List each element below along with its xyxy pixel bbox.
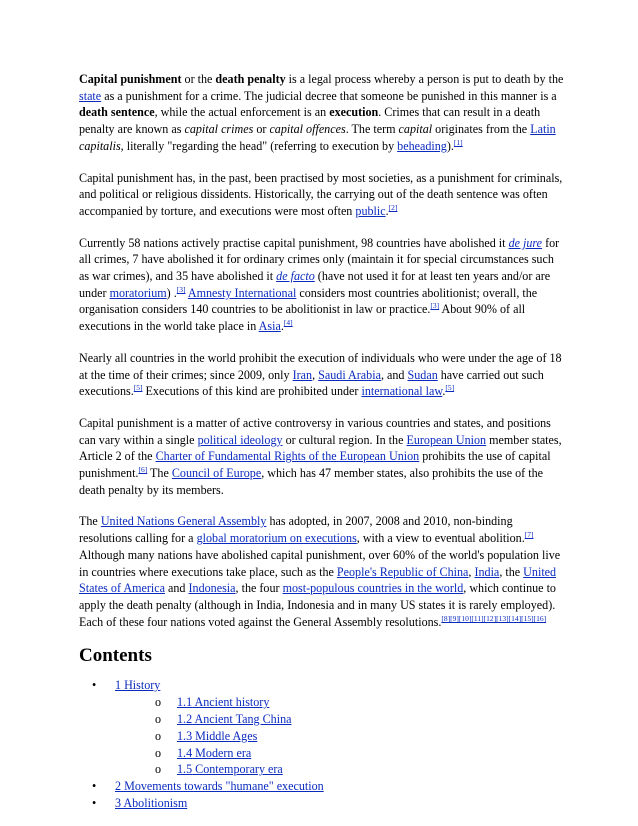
text: . (442, 384, 446, 399)
term-death-sentence: death sentence (79, 105, 155, 120)
toc-label: Contemporary era (192, 762, 283, 777)
circle-bullet-icon: o (155, 728, 162, 743)
link-council-of-europe[interactable]: Council of Europe (171, 466, 262, 481)
toc-link-middle-ages[interactable] (177, 729, 257, 743)
link-public[interactable]: public (355, 203, 386, 218)
link-de-facto[interactable] (276, 269, 315, 283)
link-european-union[interactable]: European Union (406, 432, 487, 447)
citation-link[interactable]: [1] (453, 137, 463, 147)
link-iran[interactable]: Iran (292, 367, 313, 382)
toc-number: 1.5 (177, 762, 193, 777)
toc-number: 1.3 (177, 728, 193, 743)
toc-subitem (115, 728, 564, 745)
link-beheading[interactable]: beheading (397, 138, 447, 153)
circle-bullet-icon: o (155, 762, 162, 777)
link-amnesty-international[interactable]: Amnesty International (187, 285, 297, 300)
citation-link[interactable]: [3] (430, 301, 440, 311)
contents-heading: Contents (79, 645, 152, 667)
citation-link[interactable]: [3] (176, 284, 186, 294)
bullet-icon: • (92, 795, 97, 810)
text: or cultural region. In the (282, 432, 407, 447)
link-text: de jure (508, 235, 543, 250)
text: , literally "regarding the head" (referring to execution by (120, 138, 398, 153)
citation-link[interactable]: [8][9][10][11][12][13][14][15][16] (441, 613, 547, 623)
term-capitalis: capitalis (79, 138, 121, 153)
paragraph-intro (79, 71, 564, 155)
text: (have not used it for at least ten years and/or are under (79, 269, 551, 300)
text: About 90% of all executions in the world take place in (79, 302, 526, 334)
toc-link-modern-era[interactable] (177, 746, 251, 760)
text: , (468, 564, 475, 579)
text: Nearly all countries in the world prohibit the execution of individuals who were under the age of 18 at the time of their crimes; since 2009, only (79, 350, 562, 382)
toc-link-contemporary-era[interactable] (177, 762, 283, 776)
text: , while the actual enforcement is an (154, 105, 330, 120)
link-un-general-assembly[interactable]: United Nations General Assembly (100, 514, 267, 529)
link-most-populous-countries[interactable]: most-populous countries in the world (282, 581, 464, 596)
term-capital-offences: capital offences (269, 122, 346, 137)
paragraph-history (79, 170, 564, 220)
circle-bullet-icon: o (155, 745, 162, 760)
text: , (312, 367, 319, 382)
link-china[interactable]: People's Republic of China (336, 564, 469, 579)
link-latin[interactable]: Latin (530, 122, 556, 137)
paragraph-un (79, 513, 564, 630)
bullet-icon: • (92, 678, 97, 693)
toc-number: 1 (115, 678, 122, 693)
link-text: de facto (276, 269, 315, 284)
toc-link-humane-execution[interactable] (115, 779, 324, 793)
text: ). (446, 138, 454, 153)
text: or the (181, 72, 216, 86)
toc-label: Movements towards "humane" execution (121, 779, 324, 794)
paragraph-minors (79, 350, 564, 400)
link-asia[interactable]: Asia (258, 319, 281, 334)
text: . Crimes that can result in a death penalty are known as (79, 105, 541, 137)
term-capital: capital (398, 122, 433, 137)
link-de-jure[interactable] (509, 236, 542, 250)
text: , which continue to apply the death penalty (although in India, Indonesia and in many US states it is rarely employed). Each of these four nations voted against the General Assembly resolutions. (79, 581, 556, 629)
toc-label: History (121, 678, 161, 693)
toc-label: Abolitionism (121, 795, 188, 810)
text: . The term (345, 122, 399, 137)
toc-number: 2 (115, 779, 122, 794)
toc-sublist (115, 694, 564, 778)
toc-number: 1.2 (177, 711, 193, 726)
term-execution: execution (329, 105, 379, 120)
term-capital-crimes: capital crimes (184, 122, 254, 137)
link-international-law[interactable]: international law (361, 384, 443, 399)
link-usa[interactable]: United States of America (79, 564, 557, 596)
text: Capital punishment is a matter of active controversy in various countries and states, and positions can vary within a single (79, 415, 551, 447)
toc-subitem (115, 711, 564, 728)
text: ) . (166, 285, 177, 300)
link-indonesia[interactable]: Indonesia (188, 581, 236, 596)
citation-link[interactable]: [4] (283, 318, 293, 328)
link-sudan[interactable]: Sudan (407, 367, 438, 382)
term-capital-punishment: Capital punishment (79, 72, 182, 86)
link-saudi-arabia[interactable]: Saudi Arabia (318, 367, 381, 382)
paragraph-current (79, 235, 564, 335)
text: , the (499, 564, 524, 579)
toc-number: 1.1 (177, 695, 193, 710)
toc-item (79, 778, 564, 795)
toc-label: Modern era (192, 745, 252, 760)
toc-link-ancient-history[interactable] (177, 695, 269, 709)
link-charter-fundamental-rights[interactable]: Charter of Fundamental Rights of the European Union (155, 449, 420, 464)
text: Although many nations have abolished capital punishment, over 60% of the world's population live in countries where executions take place, such as the (79, 547, 561, 579)
text: for all crimes, 7 have abolished it for ordinary crimes only (maintain it for special circumstances such as war crimes), and 35 have abolished it (79, 235, 560, 284)
text: as a punishment for a crime. The judicial decree that someone be punished in this manner is a (101, 88, 557, 103)
link-political-ideology[interactable]: political ideology (197, 432, 283, 447)
citation-link[interactable]: [7] (524, 530, 534, 540)
toc-item (79, 677, 564, 778)
toc-number: 3 (115, 795, 122, 810)
bullet-icon: • (92, 779, 97, 794)
text: , and (380, 367, 408, 382)
toc-subitem (115, 745, 564, 762)
text: Currently 58 nations actively practise capital punishment, 98 countries have abolished it (79, 235, 509, 250)
toc-label: Ancient Tang China (192, 711, 292, 726)
citation-link[interactable]: [5] (445, 383, 455, 393)
text: , the four (235, 581, 283, 596)
toc-label: Middle Ages (192, 728, 258, 743)
link-india[interactable]: India (474, 564, 500, 579)
citation-link[interactable]: [2] (388, 202, 398, 212)
toc-link-abolitionism[interactable] (115, 796, 187, 810)
text: . (385, 203, 389, 218)
toc-subitem (115, 761, 564, 778)
text: The (79, 514, 101, 529)
text: , which has 47 member states, also prohibits the use of the death penalty by its members. (79, 466, 543, 497)
toc-link-history[interactable] (115, 678, 160, 692)
text: prohibits the use of capital punishment. (79, 449, 551, 481)
text: Capital punishment has, in the past, been practised by most societies, as a punishment for criminals, and political or religious dissidents. Historically, the carrying out of the death sentence was often accompanied by torture, and executions were most often (79, 170, 563, 218)
toc-subitem (115, 694, 564, 711)
toc-item (79, 795, 564, 812)
text: . (280, 319, 284, 334)
text: has adopted, in 2007, 2008 and 2010, non-binding resolutions calling for a (79, 514, 513, 546)
text: is a legal process whereby a person is put to death by the (285, 72, 564, 86)
toc-label: Ancient history (192, 695, 270, 710)
term-death-penalty: death penalty (215, 72, 286, 86)
paragraph-controversy (79, 415, 564, 499)
link-global-moratorium[interactable]: global moratorium on executions (196, 531, 357, 546)
toc-link-ancient-tang-china[interactable] (177, 712, 291, 726)
link-moratorium[interactable]: moratorium (109, 285, 167, 300)
text: Executions of this kind are prohibited under (142, 384, 362, 399)
text: The (147, 466, 172, 481)
article-body (79, 71, 564, 812)
text: and (164, 581, 189, 596)
circle-bullet-icon: o (155, 695, 162, 710)
text: , with a view to eventual abolition. (356, 531, 525, 546)
citation-link[interactable]: [6] (138, 465, 148, 475)
text: member states, Article 2 of the (79, 432, 562, 464)
toc-number: 1.4 (177, 745, 193, 760)
link-state[interactable]: state (79, 88, 102, 103)
text: or (253, 122, 270, 137)
text: originates from the (432, 122, 531, 137)
citation-link[interactable]: [5] (133, 383, 143, 393)
circle-bullet-icon: o (155, 711, 162, 726)
text: have carried out such executions. (79, 367, 544, 399)
text: considers most countries abolitionist; overall, the organisation considers 140 countries to be abolitionist in law or practice. (79, 285, 538, 317)
table-of-contents (79, 677, 564, 811)
